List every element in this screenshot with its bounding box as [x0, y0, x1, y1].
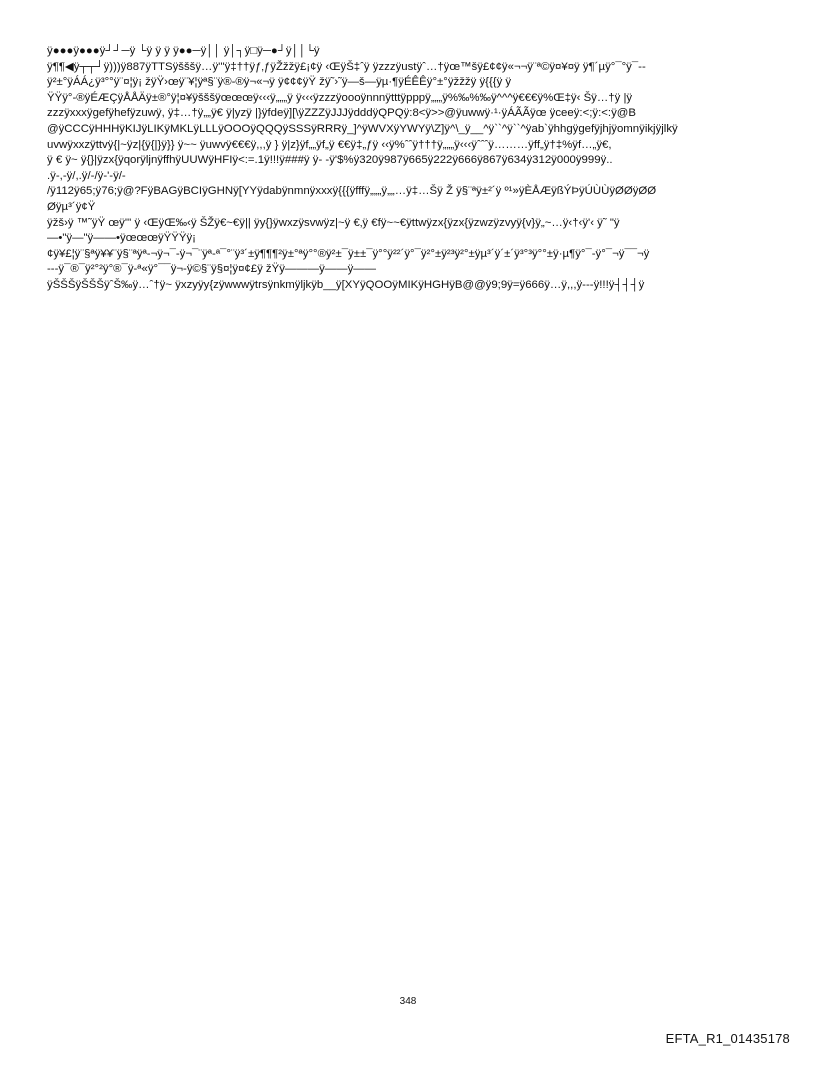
- text-line-1: ÿ●●●ÿ●●●ÿ┘┘─ÿ └ÿ ÿ ÿ ÿ●●─ÿ││ ÿ│┐ÿ□ÿ─●┘ÿ││└ÿ: [47, 45, 320, 57]
- text-line-15: ---ÿ¯®¯ÿ²°²ÿ°®¯ÿ-ª«ÿ°¯¯ÿ¬-ÿ©§¨ÿ§¤¦ÿ¤¢£ÿ žŸÿ———ÿ——ÿ——: [47, 263, 377, 276]
- text-line-4: ŸŸÿ°-®ÿÉÆÇÿÅÅÄÿ±®°ÿ¦¤¥ÿšššÿœœœÿ‹‹‹ÿ„„„ÿ ÿ‹‹‹ÿzzzÿoooÿnnnÿtttÿpppÿ„„„ÿ%‰%‰ÿ^^^ÿ€€€ÿ%Œ‡ÿ‹ Šÿ…†ÿ |ÿ: [47, 91, 633, 104]
- bates-number: EFTA_R1_01435178: [665, 1031, 790, 1046]
- text-line-8: ÿ € ÿ~ ÿ{}|ÿzx{ÿqorÿljnÿffhÿUUWÿHFIÿ<:=.1ÿ!!!ÿ###ÿ ÿ- -ÿ'$%ÿ320ÿ987ÿ665ÿ222ÿ666ÿ867ÿ634ÿ312ÿ000ÿ999ÿ..: [47, 154, 613, 167]
- garbled-text-block: [47, 44, 777, 294]
- text-line-14: ¢ÿ¥£¦ÿ¨§ªÿ¥¥¨ÿ§¨ªÿª-¬ÿ¬¯-ÿ¬¯¨ÿª-ª¯°¨ÿ³´±ÿ¶¶¶²ÿ±°ªÿ°°®ÿ²±¯ÿ±±¯ÿ°°ÿ²²´ÿ°¯ÿ²°±ÿ²³ÿ²°±ÿµ³´ÿ´±´ÿ³°³ÿ°°±ÿ·µ¶ÿ°¯-ÿ°¯¬ÿ¯¯¬ÿ: [47, 247, 650, 260]
- text-line-13: —•"ÿ—"ÿ——•ÿœœœÿŸŸŸÿ¡: [47, 232, 196, 245]
- text-line-3: ÿ²±°ÿÁÁ¿ÿ³°°ÿ¨¤¦ÿ¡ žÿŸ›œÿ¨¥¦ÿª§¨ÿ®-®ÿ¬«¬ÿ ÿ¢¢¢ÿŸ žÿ˜›˜ÿ—š—ÿµ·¶ÿÉÊÊÿ°±°ÿžžžÿ ÿ{{{ÿ ÿ: [47, 76, 512, 89]
- text-line-12: ÿžš›ÿ ™˜ÿŸ œÿ''' ÿ ‹ŒÿŒ‰‹ÿ ŠŽÿ€~€ÿ|| ÿy{}ÿwxzÿsvwÿz|~ÿ €‚ÿ €fÿ~~€ÿttwÿzx{ÿzx{ÿzwzÿzvyÿ{v}ÿ„~…ÿ‹†‹ÿ'‹ ÿ˜ "ÿ: [47, 216, 620, 229]
- page-number: 348: [399, 996, 417, 1007]
- text-line-9: .ÿ-,-ÿ/,.ÿ/-/ÿ-'-ÿ/-: [47, 169, 126, 182]
- text-line-5: zzzÿxxxÿgefÿhefÿzuwÿ, ÿ‡…†ÿ„„ÿ€ ÿ|yzÿ |}ÿfdeÿ][\ÿZZZÿJJJÿdddÿQPQÿ:8<ÿ>>@ÿuwwÿ·¹·ÿÁÃÃÿœ ÿceeÿ:<;ÿ:<:ÿ@B: [47, 107, 636, 120]
- text-line-11: Øÿµ³´ÿ¢Ÿ: [47, 200, 96, 213]
- text-line-7: uvwÿxxzÿttvÿ{|~ÿz|{ÿ{|}ÿ}} ÿ~~ ÿuwvÿ€€€ÿ,,,ÿ } ÿ|z}ÿf„„ÿf„ÿ €€ÿ‡„ƒÿ ‹‹ÿ%ˆˆÿ†††ÿ„„„ÿ‹‹‹ÿˆˆˆÿ………ÿff„ÿ†‡%ÿf…„ÿ€,: [47, 138, 612, 151]
- text-line-16: ÿŠŠŠÿŠŠŠÿˆŠ‰ÿ…ˆ†ÿ~ ÿxzyÿy{zÿwwwÿtrsÿnkmÿljkÿb__ÿ[XYÿQOOÿMIKÿHGHÿB@@ÿ9;9ÿ=ÿ666ÿ…ÿ,,,ÿ---ÿ!!!ÿ┤┤┤ÿ: [47, 278, 645, 291]
- text-line-2: ÿ¶¶◀ÿ┬┬┘ÿ)))ÿ887ÿTTSÿšššÿ…ÿ'''ÿ‡††ÿƒ‚ƒÿŽžžÿ£¡¢ÿ ‹ŒÿŠ‡ˆÿ ÿzzzÿustÿˆ…†ÿœ™šÿ£¢¢ÿ«¬¬ÿ¨ª©ÿ¤¥¤ÿ ÿ¶´µÿ°¯°ÿ¯--: [47, 60, 646, 73]
- text-line-10: /ÿ112ÿ65;ÿ76;ÿ@?FÿBAGÿBCIÿGHNÿ[YYÿdabÿnmnÿxxxÿ{{{ÿfffÿ„„„ÿ„„…ÿ‡…Šÿ Ž ÿ§¨ªÿ±²´ÿ º¹»ÿÈÅÆÿßÝÞÿÚÙÙÿØØÿØØ: [47, 185, 657, 198]
- text-line-6: @ÿCCCÿHHHÿKIJÿLIKÿMKLÿLLLÿOOOÿQQQÿSSSÿRRRÿ_]^ÿWVXÿYWYÿ\Z]ÿ^\_ÿ__^ÿ``^ÿ``^ÿab`ÿhhgÿgefÿjhjÿomnÿikjÿjlkÿ: [47, 122, 678, 135]
